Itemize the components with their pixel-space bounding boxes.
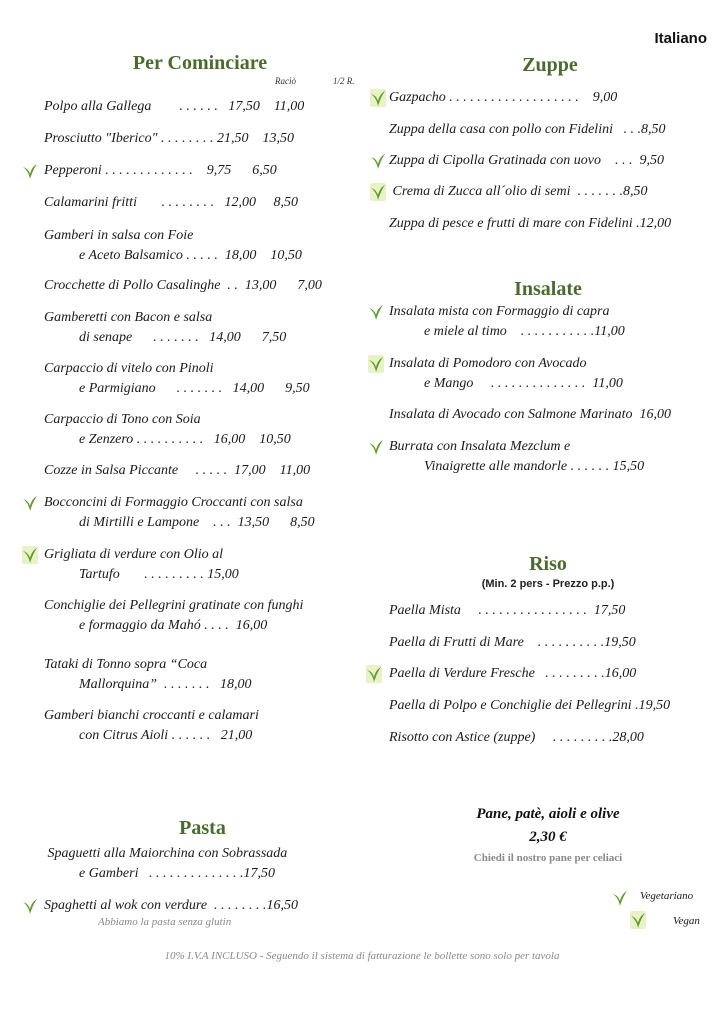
menu-item bbox=[44, 97, 304, 117]
legend-vegetarian: Vegetariano bbox=[640, 890, 694, 902]
menu-item bbox=[389, 151, 664, 171]
menu-item-text: Gamberetti con Bacon e salsa bbox=[44, 310, 213, 325]
menu-item-text: Paella di Frutti di Mare . . . . . . . . . .19,50 bbox=[389, 635, 636, 650]
menu-item bbox=[44, 706, 259, 746]
vegan-leaf-icon bbox=[370, 183, 386, 201]
menu-item-text: Burrata con Insalata Mezclum e bbox=[389, 439, 571, 454]
menu-item-text: Insalata di Pomodoro con Avocado bbox=[389, 356, 587, 371]
menu-item-text-cont: e Gamberi . . . . . . . . . . . . . .17,50 bbox=[44, 866, 275, 881]
section-title-per-cominciare: Per Cominciare bbox=[132, 52, 268, 74]
menu-item bbox=[44, 161, 277, 181]
menu-item-text: Conchiglie dei Pellegrini gratinate con funghi bbox=[44, 598, 304, 613]
menu-item bbox=[389, 182, 647, 202]
menu-item-text: Zuppa della casa con pollo con Fidelini . . .8,50 bbox=[389, 122, 666, 137]
section-title-insalate: Insalate bbox=[514, 278, 582, 300]
menu-item-text: Carpaccio di Tono con Soia bbox=[44, 412, 201, 427]
menu-item-text: Pepperoni . . . . . . . . . . . . . 9,75 6,50 bbox=[44, 163, 277, 178]
menu-item-text-cont: e Aceto Balsamico . . . . . 18,00 10,50 bbox=[44, 248, 302, 263]
vegetarian-leaf-icon bbox=[22, 162, 38, 180]
menu-item bbox=[389, 633, 636, 653]
menu-item-text: Gazpacho . . . . . . . . . . . . . . . . . . . 9,00 bbox=[389, 90, 618, 105]
menu-item-text-cont: Vinaigrette alle mandorle . . . . . . 15,50 bbox=[389, 459, 645, 474]
menu-item-text: Prosciutto "Iberico" . . . . . . . . 21,50 13,50 bbox=[44, 131, 294, 146]
menu-item bbox=[44, 226, 302, 266]
menu-item-text-cont: Mallorquina” . . . . . . . 18,00 bbox=[44, 677, 252, 692]
menu-item-text: Paella Mista . . . . . . . . . . . . . . . . 17,50 bbox=[389, 603, 626, 618]
menu-item bbox=[44, 545, 239, 585]
legend-vegan: Vegan bbox=[673, 915, 700, 927]
menu-item-text: Grigliata di verdure con Olio al bbox=[44, 547, 223, 562]
menu-item-text: Cozze in Salsa Piccante . . . . . 17,00 11,00 bbox=[44, 463, 311, 478]
bread-title: Pane, patè, aioli e olive bbox=[476, 806, 620, 822]
menu-item-text: Paella di Verdure Fresche . . . . . . . . .16,00 bbox=[389, 666, 637, 681]
menu-item-text: Risotto con Astice (zuppe) . . . . . . . . .28,00 bbox=[389, 730, 644, 745]
menu-item bbox=[389, 214, 671, 234]
vegetarian-leaf-icon bbox=[612, 889, 628, 907]
column-header-half: 1/2 R. bbox=[333, 76, 355, 86]
menu-item bbox=[389, 405, 671, 425]
vegetarian-leaf-icon bbox=[22, 494, 38, 512]
vegetarian-leaf-icon bbox=[370, 152, 386, 170]
footer-note: 10% I.V.A INCLUSO - Seguendo il sistema di fatturazione le bollette sono solo per tavola bbox=[164, 950, 560, 962]
vegetarian-leaf-icon bbox=[368, 303, 384, 321]
menu-item-text: Insalata di Avocado con Salmone Marinato 16,00 bbox=[389, 407, 672, 422]
menu-item bbox=[389, 601, 625, 621]
vegan-leaf-icon bbox=[630, 911, 646, 929]
menu-item-text: Zuppa di Cipolla Gratinada con uovo . . . 9,50 bbox=[389, 153, 664, 168]
menu-item bbox=[389, 354, 623, 394]
menu-item-text: Spaguetti alla Maiorchina con Sobrassada bbox=[44, 846, 288, 861]
menu-item bbox=[44, 359, 310, 399]
language-label: Italiano bbox=[654, 30, 707, 47]
menu-item-text-cont: e Parmigiano . . . . . . . 14,00 9,50 bbox=[44, 381, 310, 396]
menu-item bbox=[389, 302, 625, 342]
menu-item bbox=[44, 655, 252, 695]
menu-item bbox=[389, 437, 644, 477]
vegetarian-leaf-icon bbox=[22, 897, 38, 915]
vegetarian-leaf-icon bbox=[368, 438, 384, 456]
menu-item-text: Insalata mista con Formaggio di capra bbox=[389, 304, 610, 319]
menu-item bbox=[44, 596, 303, 636]
menu-item bbox=[44, 493, 315, 533]
vegan-leaf-icon bbox=[366, 665, 382, 683]
menu-item-text-cont: e Mango . . . . . . . . . . . . . . 11,00 bbox=[389, 376, 623, 391]
menu-item bbox=[389, 728, 644, 748]
pasta-note: Abbiamo la pasta senza glutin bbox=[98, 916, 232, 928]
menu-item-text-cont: di senape . . . . . . . 14,00 7,50 bbox=[44, 330, 287, 345]
section-title-riso: Riso bbox=[529, 553, 567, 575]
menu-item-text-cont: e Zenzero . . . . . . . . . . 16,00 10,50 bbox=[44, 432, 291, 447]
menu-item-text-cont: di Mirtilli e Lampone . . . 13,50 8,50 bbox=[44, 515, 315, 530]
menu-item bbox=[44, 844, 287, 884]
riso-subtitle: (Min. 2 pers - Prezzo p.p.) bbox=[481, 578, 615, 590]
menu-item-text-cont: e miele al timo . . . . . . . . . . .11,00 bbox=[389, 324, 625, 339]
menu-item-text: Gamberi in salsa con Foie bbox=[44, 228, 194, 243]
menu-item-text: Tataki di Tonno sopra “Coca bbox=[44, 657, 208, 672]
menu-item-text: Zuppa di pesce e frutti di mare con Fidelini .12,00 bbox=[389, 216, 672, 231]
menu-item-text-cont: con Citrus Aioli . . . . . . 21,00 bbox=[44, 728, 253, 743]
menu-item-text: Gamberi bianchi croccanti e calamari bbox=[44, 708, 259, 723]
menu-item bbox=[44, 276, 322, 296]
menu-item-text-cont: Tartufo . . . . . . . . . 15,00 bbox=[44, 567, 239, 582]
bread-note: Chiedi il nostro pane per celiaci bbox=[473, 852, 623, 864]
menu-item-text: Crema di Zucca all´olio di semi . . . . . . .8,50 bbox=[389, 184, 648, 199]
menu-item-text: Crocchette di Pollo Casalinghe . . 13,00 7,00 bbox=[44, 278, 322, 293]
menu-item bbox=[389, 664, 636, 684]
menu-item bbox=[44, 461, 310, 481]
bread-price: 2,30 € bbox=[529, 829, 567, 845]
menu-item-text-cont: e formaggio da Mahó . . . . 16,00 bbox=[44, 618, 268, 633]
vegan-leaf-icon bbox=[22, 546, 38, 564]
menu-item bbox=[389, 696, 670, 716]
vegan-leaf-icon bbox=[370, 89, 386, 107]
menu-item bbox=[44, 896, 298, 916]
menu-item bbox=[44, 193, 298, 213]
menu-item bbox=[389, 120, 665, 140]
menu-item-text: Polpo alla Gallega . . . . . . 17,50 11,00 bbox=[44, 99, 305, 114]
menu-item-text: Bocconcini di Formaggio Croccanti con salsa bbox=[44, 495, 303, 510]
section-title-zuppe: Zuppe bbox=[522, 54, 578, 76]
menu-item bbox=[44, 308, 286, 348]
menu-item-text: Calamarini fritti . . . . . . . . 12,00 8,50 bbox=[44, 195, 298, 210]
column-header-racio: Raciò bbox=[275, 76, 296, 86]
menu-item-text: Spaghetti al wok con verdure . . . . . . . .16,50 bbox=[44, 898, 299, 913]
menu-item bbox=[44, 410, 291, 450]
menu-item bbox=[44, 129, 294, 149]
vegan-leaf-icon bbox=[368, 355, 384, 373]
menu-item-text: Carpaccio di vitelo con Pinoli bbox=[44, 361, 214, 376]
section-title-pasta: Pasta bbox=[179, 817, 226, 839]
menu-item-text: Paella di Polpo e Conchiglie dei Pellegrini .19,50 bbox=[389, 698, 671, 713]
menu-item bbox=[389, 88, 617, 108]
